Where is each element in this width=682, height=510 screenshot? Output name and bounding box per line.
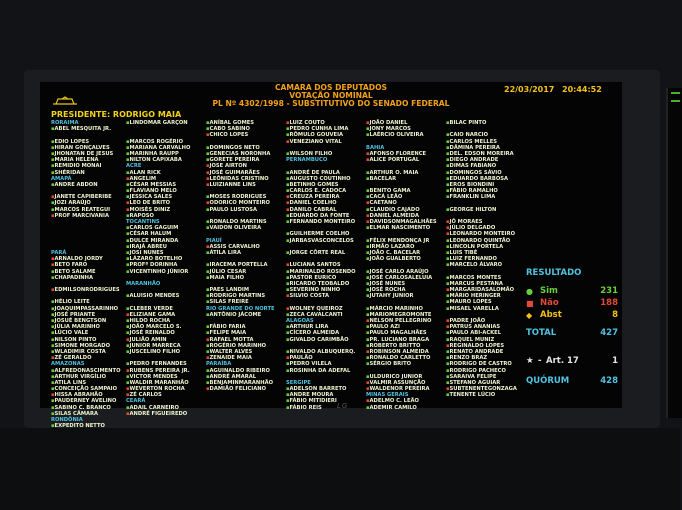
deputy-vote-entry: ▪ MAIA FILHO [206, 275, 284, 281]
deputy-vote-entry: ▪ ZÉ CARLOS [126, 392, 204, 398]
deputy-vote-entry: ▪ ROGÉRIO MARINHO [206, 343, 284, 349]
dash-icon: - [538, 356, 542, 366]
deputy-vote-entry: ▪ BENJAMINMARANHÃO [206, 380, 284, 386]
deputy-vote-entry: ▪ LEÔNIDAS CRISTINO [206, 176, 284, 182]
brand-logo: LG [337, 402, 349, 410]
deputy-vote-entry: ▪ VICTOR MENDES [126, 374, 204, 380]
deputy-vote-entry: ▪ JOÃO DANIEL [366, 120, 444, 126]
deputy-vote-entry: ▪ DOMINGOS NETO [206, 145, 284, 151]
deputy-vote-entry: ▪ SARAIVA FELIPE [446, 374, 524, 380]
deputy-vote-entry: ▪ ROSINHA DA ADEFAL [286, 368, 364, 374]
deputy-vote-entry: ▪ VENEZIANO VITAL [286, 139, 364, 145]
deputy-vote-entry: ▪ HILDO ROCHA [126, 318, 204, 324]
deputy-vote-entry: ▪ DANIEL COELHO [286, 200, 364, 206]
deputy-vote-entry: ▪ SEVERINO NINHO [286, 287, 364, 293]
deputy-vote-entry: ▪ JARBASVASCONCELOS [286, 238, 364, 244]
deputy-vote-entry: ▪ BILAC PINTO [446, 120, 524, 126]
state-header: MINAS GERAIS [366, 392, 409, 399]
deputy-vote-entry: ▪ CREUZA PEREIRA [286, 194, 364, 200]
deputy-vote-entry: ▪ REGINALDO LOPES [446, 343, 524, 349]
deputy-vote-entry: ▪ WLADIMIR COSTA [51, 349, 127, 355]
deputy-vote-entry: ▪ ANDRÉ DE PAULA [286, 170, 364, 176]
deputy-vote-entry: ▪ SÉRGIO BRITO [366, 361, 444, 367]
deputy-vote-entry: ▪ MARINALDO ROSENDO [286, 269, 364, 275]
state-header: AMAZONAS [51, 361, 85, 368]
deputy-vote-entry: ▪ MÁRIO HERINGER [446, 293, 524, 299]
deputy-vote-entry: ▪ BETO SALAME [51, 269, 127, 275]
deputy-vote-entry: ▪ CARLOS GAGUIM [126, 225, 204, 231]
deputy-vote-entry: ▪ JORGE CÔRTE REAL [286, 250, 364, 256]
deputy-vote-entry: ▪ ARTHUR VIRGÍLIO [51, 374, 127, 380]
deputy-vote-entry: ▪ ZENAIDE MAIA [206, 355, 284, 361]
deputy-vote-entry: ▪ EXPEDITO NETTO [51, 423, 127, 429]
quorum-label: QUÓRUM [526, 376, 570, 386]
deputy-vote-entry: ▪ CAETANO [366, 200, 444, 206]
deputy-vote-entry: ▪ CARLOS E. CADOCA [286, 188, 364, 194]
deputy-vote-entry: ▪ GEORGE HILTON [446, 207, 524, 213]
deputy-vote-entry: ▪ MARCOS MONTES [446, 275, 524, 281]
no-value: 188 [600, 298, 618, 308]
deputy-vote-entry: ▪ WOLNEY QUEIROZ [286, 306, 364, 312]
state-header: RIO GRANDE DO NORTE [206, 305, 275, 312]
president-name: PRESIDENTE: RODRIGO MAIA [51, 110, 182, 119]
deputy-vote-entry: ▪ ANGELIM [126, 176, 204, 182]
deputy-vote-entry: ▪ SIMONE MORGADO [51, 343, 127, 349]
house-name: CAMARA DOS DEPUTADOS [274, 83, 388, 92]
state-header: PARAÍBA [206, 361, 232, 368]
deputy-vote-entry: ▪ STEFANO AGUIAR [446, 380, 524, 386]
deputy-vote-entry: ▪ SHÉRIDAN [51, 170, 127, 176]
deputy-vote-entry: ▪ AUGUSTO COUTINHO [286, 176, 364, 182]
deputy-vote-entry: ▪ RUBENS PEREIRA JR. [126, 368, 204, 374]
deputy-vote-entry: ▪ JOSÉ CARLO ARAÚJO [366, 269, 444, 275]
deputy-vote-entry: ▪ PAULO ABI-ACKEL [446, 330, 524, 336]
deputy-vote-entry: ▪ JÔ MORAES [446, 219, 524, 225]
deputy-vote-entry: ▪ ULDURICO JUNIOR [366, 374, 444, 380]
state-header: SERGIPE [286, 379, 311, 386]
result-title: RESULTADO [526, 268, 582, 278]
deputy-vote-entry: ▪ ALFREDONASCIMENTO [51, 368, 127, 374]
total-label: TOTAL [526, 328, 557, 338]
deputy-vote-entry: ▪ JÚLIA MARINHO [51, 324, 127, 330]
deputy-vote-entry: ▪ JOSUÉ BENGTSON [51, 318, 127, 324]
deputy-vote-entry: ▪ ELIZIANE GAMA [126, 312, 204, 318]
deputy-vote-entry: ▪ LINDOMAR GARÇON [126, 120, 204, 126]
deputy-vote-entry: ▪ BENITO GAMA [366, 188, 444, 194]
deputy-vote-entry: ▪ FERNANDO MONTEIRO [286, 219, 364, 225]
deputy-vote-entry: ▪ DÂMINA PEREIRA [446, 145, 524, 151]
deputy-vote-entry: ▪ CÍCERO ALMEIDA [286, 330, 364, 336]
deputy-vote-entry: ▪ JOÃO C. BACELAR [366, 250, 444, 256]
deputy-vote-entry: ▪ MARIOMEGROMONTE [366, 312, 444, 318]
deputy-vote-entry: ▪ FLAVIANO MELO [126, 188, 204, 194]
deputy-vote-entry: ▪ JOSÉ REINALDO [126, 330, 204, 336]
vote-column-1 [51, 120, 127, 429]
deputy-vote-entry: ▪ EDMILSONRODRIGUES [51, 287, 127, 293]
deputy-vote-entry: ▪ PAULO AZI [366, 324, 444, 330]
deputy-vote-entry: ▪ PEDRO FERNANDES [126, 361, 204, 367]
session-time: 20:44:52 [562, 85, 602, 94]
deputy-vote-entry: ▪ MÁRCIO MARINHO [366, 306, 444, 312]
deputy-vote-entry: ▪ DIMAS FABIANO [446, 163, 524, 169]
deputy-vote-entry: ▪ LINCOLN PORTELA [446, 244, 524, 250]
deputy-vote-entry: ▪ ALAN RICK [126, 170, 204, 176]
deputy-vote-entry: ▪ MARCOS ROGÉRIO [126, 139, 204, 145]
deputy-vote-entry: ▪ LUIZ COUTO [286, 120, 364, 126]
deputy-vote-entry: ▪ JOSÉ ROCHA [366, 287, 444, 293]
session-type: VOTAÇÃO NOMINAL [289, 91, 373, 101]
deputy-vote-entry: ▪ DIEGO ANDRADE [446, 157, 524, 163]
deputy-vote-entry: ▪ PEDRO CUNHA LIMA [286, 126, 364, 132]
deputy-vote-entry: ▪ ABEL MESQUITA JR. [51, 126, 127, 132]
deputy-vote-entry: ▪ ADELSON BARRETO [286, 386, 364, 392]
deputy-vote-entry: ▪ REMIDIO MONAI [51, 163, 127, 169]
deputy-vote-entry: ▪ JOSI NUNES [126, 250, 204, 256]
deputy-vote-entry: ▪ CÉSAR MESSIAS [126, 182, 204, 188]
deputy-vote-entry: ▪ CHICO LOPES [206, 132, 284, 138]
deputy-vote-entry: ▪ RAPOSO [126, 213, 204, 219]
deputy-vote-entry: ▪ BETINHO GOMES [286, 182, 364, 188]
deputy-vote-entry: ▪ DANIEL ALMEIDA [366, 213, 444, 219]
star-icon: ★ [526, 356, 534, 366]
deputy-vote-entry: ▪ CACÁ LEÃO [366, 194, 444, 200]
deputy-vote-entry: ▪ SABINO C. BRANCO [51, 405, 127, 411]
deputy-vote-entry: ▪ FÁBIO FARIA [206, 324, 284, 330]
deputy-vote-entry: ▪ GORETE PEREIRA [206, 157, 284, 163]
deputy-vote-entry: ▪ JHONATAN DE JESUS [51, 151, 127, 157]
deputy-vote-entry: ▪ RONALDO CARLETTO [366, 355, 444, 361]
deputy-vote-entry: ▪ ANÍBAL GOMES [206, 120, 284, 126]
deputy-vote-entry: ▪ RODRIGO MARTINS [206, 293, 284, 299]
deputy-vote-entry: ▪ NILTON CAPIXABA [126, 157, 204, 163]
deputy-vote-entry: ▪ RAFAEL MOTTA [206, 337, 284, 343]
deputy-vote-entry: ▪ ADAIL CARNEIRO [126, 405, 204, 411]
deputy-vote-entry: ▪ WALDIR MARANHÃO [126, 380, 204, 386]
deputy-vote-entry: ▪ FELIPE MAIA [206, 330, 284, 336]
deputy-vote-entry: ▪ JOSÉ PRIANTE [51, 312, 127, 318]
deputy-vote-entry: ▪ JULIÃO AMIN [126, 337, 204, 343]
deputy-vote-entry: ▪ RENATO ANDRADE [446, 349, 524, 355]
deputy-vote-entry: ▪ TENENTE LÚCIO [446, 392, 524, 398]
deputy-vote-entry: ▪ JOÃO MARCELO S. [126, 324, 204, 330]
deputy-vote-entry: ▪ EDUARDO BARBOSA [446, 176, 524, 182]
deputy-vote-entry: ▪ PADRE JOÃO [446, 318, 524, 324]
deputy-vote-entry: ▪ ARTHUR LIRA [286, 324, 364, 330]
deputy-vote-entry: ▪ MARCUS PESTANA [446, 281, 524, 287]
deputy-vote-entry: ▪ PROFª DORINHA [126, 262, 204, 268]
deputy-vote-entry: ▪ VICENTINHO JÚNIOR [126, 269, 204, 275]
deputy-vote-entry: ▪ LUIZIANNE LINS [206, 182, 284, 188]
deputy-vote-entry: ▪ LEONARDO MONTEIRO [446, 231, 524, 237]
deputy-vote-entry: ▪ CABO SABINO [206, 126, 284, 132]
state-header: PERNAMBUCO [286, 157, 328, 164]
deputy-vote-entry: ▪ ROBERTO BRITTO [366, 343, 444, 349]
deputy-vote-entry: ▪ FÉLIX MENDONÇA JR [366, 238, 444, 244]
state-header: ACRE [126, 163, 142, 170]
no-label: Não [540, 298, 559, 308]
deputy-vote-entry: ▪ JONY MARCOS [366, 126, 444, 132]
deputy-vote-entry: ▪ DOMINGOS SÁVIO [446, 170, 524, 176]
deputy-vote-entry: ▪ BETO FARO [51, 262, 127, 268]
deputy-vote-entry: ▪ JANETE CAPIBERIBE [51, 194, 127, 200]
deputy-vote-entry: ▪ JUTAHY JUNIOR [366, 293, 444, 299]
deputy-vote-entry: ▪ JOÃO GUALBERTO [366, 256, 444, 262]
deputy-vote-entry: ▪ EDIO LOPES [51, 139, 127, 145]
deputy-vote-entry: ▪ IRACEMA PORTELLA [206, 262, 284, 268]
deputy-vote-entry: ▪ RODRIGO PACHECO [446, 368, 524, 374]
deputy-vote-entry: ▪ NILSON PINTO [51, 337, 127, 343]
deputy-vote-entry: ▪ ANDRÉ FIGUEIREDO [126, 411, 204, 417]
deputy-vote-entry: ▪ ADELMO C. LEÃO [366, 398, 444, 404]
deputy-vote-entry: ▪ PAULO MAGALHÃES [366, 330, 444, 336]
deputy-vote-entry: ▪ WALTER ALVES [206, 349, 284, 355]
state-header: RONDÔNIA [51, 417, 83, 423]
deputy-vote-entry: ▪ FÁBIO REIS [286, 405, 364, 411]
yes-value: 231 [600, 286, 618, 296]
deputy-vote-entry: ▪ IRAJÁ ABREU [126, 244, 204, 250]
deputy-vote-entry: ▪ GENECIAS NORONHA [206, 151, 284, 157]
deputy-vote-entry: ▪ MARCOS REATEGUI [51, 207, 127, 213]
deputy-vote-entry: ▪ FÁBIO RAMALHO [446, 188, 524, 194]
deputy-vote-entry: ▪ CLAUDIO CAJADO [366, 207, 444, 213]
deputy-vote-entry: ▪ PROF MARCIVANIA [51, 213, 127, 219]
state-header: BAHIA [366, 144, 385, 151]
deputy-vote-entry: ▪ LÁZARO BOTELHO [126, 256, 204, 262]
deputy-vote-entry: ▪ PAUDERNEY AVELINO [51, 398, 127, 404]
deputy-vote-entry: ▪ JOSÉ NUNES [366, 281, 444, 287]
deputy-vote-entry: ▪ VAIDON OLIVEIRA [206, 225, 284, 231]
deputy-vote-entry: ▪ ELMAR NASCIMENTO [366, 225, 444, 231]
deputy-vote-entry: ▪ JOSÉ GUIMARÃES [206, 170, 284, 176]
deputy-vote-entry: ▪ ANDRE ABDON [51, 182, 127, 188]
vote-column-5 [366, 120, 444, 411]
deputy-vote-entry: ▪ PAULO LUSTOSA [206, 207, 284, 213]
deputy-vote-entry: ▪ MARIANA CARVALHO [126, 145, 204, 151]
deputy-vote-entry: ▪ ZÉ GERALDO [51, 355, 127, 361]
state-header: TOCANTINS [126, 219, 160, 225]
deputy-vote-entry: ▪ PASTOR EURICO [286, 275, 364, 281]
deputy-vote-entry: ▪ JOSE AIRTON [206, 163, 284, 169]
vote-column-4 [286, 120, 364, 411]
quorum-value: 428 [600, 376, 618, 386]
deputy-vote-entry: ▪ LUCIANA SANTOS [286, 262, 364, 268]
vote-column-6 [446, 120, 524, 398]
deputy-vote-entry: ▪ ANDRE MOURA [286, 392, 364, 398]
deputy-vote-entry: ▪ GUILHERME COELHO [286, 231, 364, 237]
deputy-vote-entry: ▪ ZECA CAVALCANTI [286, 312, 364, 318]
deputy-vote-entry: ▪ AGUINALDO RIBEIRO [206, 368, 284, 374]
deputy-vote-entry: ▪ ASSIS CARVALHO [206, 244, 284, 250]
deputy-vote-entry: ▪ JUSCELINO FILHO [126, 349, 204, 355]
deputy-vote-entry: ▪ FÁBIO MITIDIERI [286, 398, 364, 404]
deputy-vote-entry: ▪ ANDRÉ AMARAL [206, 374, 284, 380]
deputy-vote-entry: ▪ SILAS FREIRE [206, 299, 284, 305]
state-header: AMAPÁ [51, 175, 72, 182]
deputy-vote-entry: ▪ EDUARDO DA FONTE [286, 213, 364, 219]
deputy-vote-entry: ▪ DEL. EDSON MOREIRA [446, 151, 524, 157]
art17-value: 1 [612, 356, 618, 366]
deputy-vote-entry: ▪ JOZI ARAÚJO [51, 200, 127, 206]
deputy-vote-entry: ▪ SILVIO COSTA [286, 293, 364, 299]
state-header: ALAGOAS [286, 318, 314, 324]
deputy-vote-entry: ▪ JÚLIO CESAR [206, 269, 284, 275]
deputy-vote-entry: ▪ MARIA HELENA [51, 157, 127, 163]
deputy-vote-entry: ▪ EROS BIONDINI [446, 182, 524, 188]
deputy-vote-entry: ▪ JUNIOR MARRECA [126, 343, 204, 349]
deputy-vote-entry: ▪ ARTHUR O. MAIA [366, 170, 444, 176]
deputy-vote-entry: ▪ LEO DE BRITO [126, 200, 204, 206]
deputy-vote-entry: ▪ RODRIGO DE CASTRO [446, 361, 524, 367]
art17-label: Art. 17 [546, 356, 579, 366]
deputy-vote-entry: ▪ RÔMULO GOUVEIA [286, 132, 364, 138]
deputy-vote-entry: ▪ CHAPADINHA [51, 275, 127, 281]
deputy-vote-entry: ▪ DULCE MIRANDA [126, 238, 204, 244]
deputy-vote-entry: ▪ GIVALDO CARIMBÃO [286, 337, 364, 343]
state-header: PARÁ [51, 249, 67, 256]
deputy-vote-entry: ▪ ARNALDO JORDY [51, 256, 127, 262]
deputy-vote-entry: ▪ CARLOS MELLES [446, 139, 524, 145]
deputy-vote-entry: ▪ BACELAR [366, 176, 444, 182]
deputy-vote-entry: ▪ CLEBER VERDE [126, 306, 204, 312]
deputy-vote-entry: ▪ ANTÔNIO JÁCOME [206, 312, 284, 318]
abstention-diamond-icon: ◆ [526, 311, 533, 320]
total-value: 427 [600, 328, 618, 338]
deputy-vote-entry: ▪ DAVIDSONMAGALHÃES [366, 219, 444, 225]
deputy-vote-entry: ▪ RICARDO TEOBALDO [286, 281, 364, 287]
deputy-vote-entry: ▪ DANILO CABRAL [286, 207, 364, 213]
state-header: RORAIMA [51, 120, 79, 126]
deputy-vote-entry: ▪ CAIO NARCIO [446, 132, 524, 138]
deputy-vote-entry: ▪ ADEMIR CAMILO [366, 405, 444, 411]
deputy-vote-entry: ▪ HÉLIO LEITE [51, 299, 127, 305]
deputy-vote-entry: ▪ MARINHA RAUPP [126, 151, 204, 157]
deputy-vote-entry: ▪ ALICE PORTUGAL [366, 157, 444, 163]
deputy-vote-entry: ▪ PAULÃO [286, 355, 364, 361]
deputy-vote-entry: ▪ MISAEL VARELLA [446, 306, 524, 312]
deputy-vote-entry: ▪ ROBINSON ALMEIDA [366, 349, 444, 355]
deputy-vote-entry: ▪ NELSON PELLEGRINO [366, 318, 444, 324]
state-header: CEARÁ [126, 398, 146, 405]
deputy-vote-entry: ▪ SUBTENENTEGONZAGA [446, 386, 524, 392]
deputy-vote-entry: ▪ JESSICA SALES [126, 194, 204, 200]
bill-title: PL Nº 4302/1998 - SUBSTITUTIVO DO SENADO FEDERAL [212, 99, 450, 109]
vote-column-3 [206, 120, 284, 392]
deputy-vote-entry: ▪ MAURO LOPES [446, 299, 524, 305]
voting-panel-screen [40, 82, 622, 430]
no-square-icon: ■ [526, 299, 534, 308]
deputy-vote-entry: ▪ MARCELO ÁLVARO [446, 262, 524, 268]
yes-dot-icon: ● [526, 287, 533, 296]
deputy-vote-entry: ▪ LAÉRCIO OLIVEIRA [366, 132, 444, 138]
state-header: MARANHÃO [126, 280, 161, 287]
deputy-vote-entry: ▪ HISSA ABRAHÃO [51, 392, 127, 398]
deputy-vote-entry: ▪ AFONSO FLORENCE [366, 151, 444, 157]
deputy-vote-entry: ▪ VALMIR ASSUNÇÃO [366, 380, 444, 386]
deputy-vote-entry: ▪ MARGARIDASALOMÃO [446, 287, 524, 293]
yes-label: Sim [540, 286, 558, 296]
deputy-vote-entry: ▪ CONCEIÇÃO SAMPAIO [51, 386, 127, 392]
session-date: 22/03/2017 [504, 85, 555, 94]
deputy-vote-entry: ▪ LUIS TIBÉ [446, 250, 524, 256]
deputy-vote-entry: ▪ PEDRO VILELA [286, 361, 364, 367]
state-header: PIAUÍ [206, 237, 222, 244]
deputy-vote-entry: ▪ RENZO BRAZ [446, 355, 524, 361]
deputy-vote-entry: ▪ NIVALDO ALBUQUERQ. [286, 349, 364, 355]
deputy-vote-entry: ▪ JÚLIO DELGADO [446, 225, 524, 231]
deputy-vote-entry: ▪ ATILA LINS [51, 380, 127, 386]
deputy-vote-entry: ▪ SILAS CÂMARA [51, 411, 127, 417]
deputy-vote-entry: ▪ ÁTILA LIRA [206, 250, 284, 256]
deputy-vote-entry: ▪ RAQUEL MUNIZ [446, 337, 524, 343]
deputy-vote-entry: ▪ JOAQUIMPASSARINHO [51, 306, 127, 312]
deputy-vote-entry: ▪ LEONARDO QUINTÃO [446, 238, 524, 244]
deputy-vote-entry: ▪ MOSES RODRIGUES [206, 194, 284, 200]
room-floor [0, 428, 680, 510]
deputy-vote-entry: ▪ PAES LANDIM [206, 287, 284, 293]
deputy-vote-entry: ▪ PATRUS ANANIAS [446, 324, 524, 330]
deputy-vote-entry: ▪ LÚCIO VALE [51, 330, 127, 336]
deputy-vote-entry: ▪ WEVERTON ROCHA [126, 386, 204, 392]
adjacent-monitor [666, 88, 682, 418]
result-panel [526, 268, 618, 386]
deputy-vote-entry: ▪ RONALDO MARTINS [206, 219, 284, 225]
deputy-vote-entry: ▪ WALDENOR PEREIRA [366, 386, 444, 392]
deputy-vote-entry: ▪ FRANKLIN LIMA [446, 194, 524, 200]
abstention-value: 8 [612, 310, 618, 320]
deputy-vote-entry: ▪ PR. LUCIANO BRAGA [366, 337, 444, 343]
abstention-label: Abst [540, 310, 562, 320]
deputy-vote-entry: ▪ ODORICO MONTEIRO [206, 200, 284, 206]
vote-column-2 [126, 120, 204, 417]
deputy-vote-entry: ▪ MOISÉS DINIZ [126, 207, 204, 213]
deputy-vote-entry: ▪ WILSON FILHO [286, 151, 364, 157]
deputy-vote-entry: ▪ ALUISIO MENDES [126, 293, 204, 299]
deputy-vote-entry: ▪ JOSÉ CARLOSALELUIA [366, 275, 444, 281]
deputy-vote-entry: ▪ HIRAN GONÇALVES [51, 145, 127, 151]
deputy-vote-entry: ▪ DAMIÃO FELICIANO [206, 386, 284, 392]
deputy-vote-entry: ▪ LUIZ FERNANDO [446, 256, 524, 262]
deputy-vote-entry: ▪ IRMÃO LAZARO [366, 244, 444, 250]
deputy-vote-entry: ▪ CÉSAR HALUM [126, 231, 204, 237]
